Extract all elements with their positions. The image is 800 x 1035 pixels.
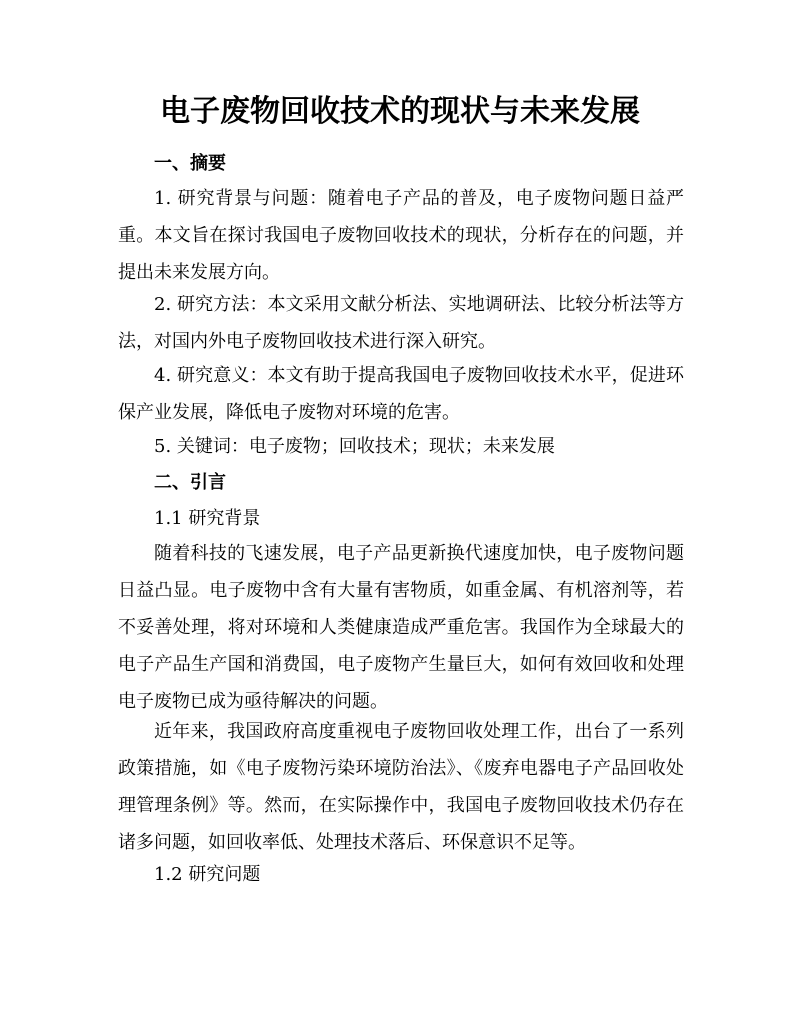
- intro-heading: 二、引言: [154, 472, 226, 493]
- intro-paragraph-1: 随着科技的飞速发展，电子产品更新换代速度加快，电子废物问题日益凸显。电子废物中含有大量有害物质，如重金属、有机溶剂等，若不妥善处理，将对环境和人类健康造成严重危害。我国作为全球最大的电子产品生产国和消费国，电子废物产生量巨大，如何有效回收和处理电子废物已成为亟待解决的问题。: [118, 543, 684, 712]
- subsection-1-1-heading: 1.1 研究背景: [154, 508, 261, 529]
- intro-paragraph-2: 近年来，我国政府高度重视电子废物回收处理工作，出台了一系列政策措施，如《电子废物污染环境防治法》、《废弃电器电子产品回收处理管理条例》等。然而，在实际操作中，我国电子废物回收技术仍存在诸多问题，如回收率低、处理技术落后、环保意识不足等。: [118, 721, 684, 853]
- abstract-paragraph-3: 4. 研究意义：本文有助于提高我国电子废物回收技术水平，促进环保产业发展，降低电子废物对环境的危害。: [118, 365, 684, 423]
- abstract-paragraph-1: 1. 研究背景与问题：随着电子产品的普及，电子废物问题日益严重。本文旨在探讨我国电子废物回收技术的现状，分析存在的问题，并提出未来发展方向。: [118, 188, 684, 283]
- abstract-paragraph-2: 2. 研究方法：本文采用文献分析法、实地调研法、比较分析法等方法，对国内外电子废物回收技术进行深入研究。: [118, 294, 684, 352]
- subsection-1-2-heading: 1.2 研究问题: [154, 864, 261, 885]
- abstract-heading: 一、摘要: [154, 153, 226, 174]
- document-title: 电子废物回收技术的现状与未来发展: [160, 94, 640, 129]
- abstract-keywords: 5. 关键词：电子废物；回收技术；现状；未来发展: [154, 436, 555, 457]
